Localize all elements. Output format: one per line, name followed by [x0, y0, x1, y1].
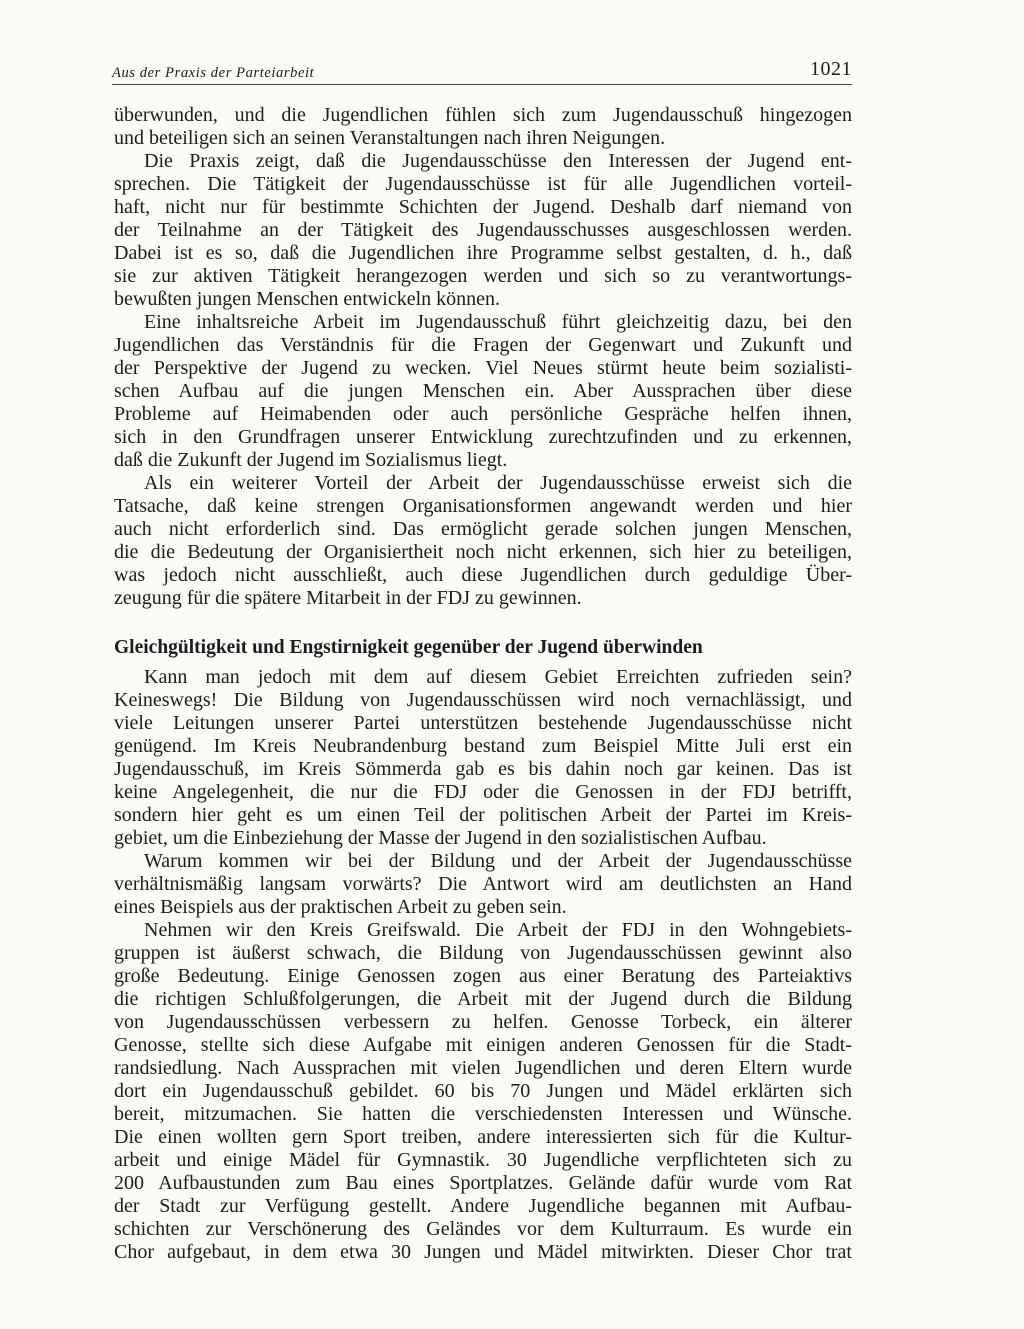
paragraph [114, 666, 852, 850]
header-rule [112, 84, 852, 85]
text-line: große Bedeutung. Einige Genossen zogen aus einer Beratung des Parteiaktivs [114, 965, 852, 987]
running-title: Aus der Praxis der Parteiarbeit [112, 65, 315, 81]
text-line: genügend. Im Kreis Neubrandenburg bestand zum Beispiel Mitte Juli erst ein [114, 735, 852, 757]
paragraph [114, 919, 852, 1264]
text-line: viele Leitungen unserer Partei unterstützen bestehende Jugendausschüsse nicht [114, 712, 852, 734]
text-line: Kann man jedoch mit dem auf diesem Gebiet Erreichten zufrieden sein? [144, 666, 852, 688]
text-line: daß die Zukunft der Jugend im Sozialismus liegt. [114, 449, 508, 471]
text-line: Dabei ist es so, daß die Jugendlichen ihre Programme selbst gestalten, d. h., daß [114, 242, 852, 264]
text-line: schen Aufbau auf die jungen Menschen ein. Aber Aussprachen über diese [114, 380, 852, 402]
text-line: überwunden, und die Jugendlichen fühlen sich zum Jugendausschuß hingezogen [114, 104, 852, 126]
text-line: und beteiligen sich an seinen Veranstaltungen nach ihren Neigungen. [114, 127, 666, 149]
text-line: Warum kommen wir bei der Bildung und der Arbeit der Jugendausschüsse [144, 850, 852, 872]
text-line: Als ein weiterer Vorteil der Arbeit der Jugendausschüsse erweist sich die [144, 472, 852, 494]
text-line: dort ein Jugendausschuß gebildet. 60 bis 70 Jungen und Mädel erklärten sich [114, 1080, 852, 1102]
text-line: Keineswegs! Die Bildung von Jugendausschüssen wird noch vernachlässigt, und [114, 689, 852, 711]
text-line: die die Bedeutung der Organisiertheit noch nicht erkennen, sich hier zu beteiligen, [114, 541, 852, 563]
text-line: Jugendausschuß, im Kreis Sömmerda gab es bis dahin noch gar keinen. Das ist [114, 758, 852, 780]
section-heading: Gleichgültigkeit und Engstirnigkeit gegenüber der Jugend überwinden [114, 637, 703, 658]
running-header [112, 60, 852, 84]
paragraph [114, 150, 852, 311]
text-line: die richtigen Schlußfolgerungen, die Arbeit mit der Jugend durch die Bildung [114, 988, 852, 1010]
text-line: sondern hier geht es um einen Teil der politischen Arbeit der Partei im Kreis- [114, 804, 852, 826]
text-line: der Perspektive der Jugend zu wecken. Viel Neues stürmt heute beim sozialisti- [114, 357, 852, 379]
text-line: bewußten jungen Menschen entwickeln können. [114, 288, 501, 310]
text-line: gruppen ist äußerst schwach, die Bildung von Jugendausschüssen gewinnt also [114, 942, 852, 964]
text-line: eines Beispiels aus der praktischen Arbeit zu geben sein. [114, 896, 567, 918]
text-line: sich in den Grundfragen unserer Entwicklung zurechtzufinden und zu erkennen, [114, 426, 852, 448]
paragraph [114, 311, 852, 472]
text-line: Probleme auf Heimabenden oder auch persönliche Gespräche helfen ihnen, [114, 403, 852, 425]
text-line: zeugung für die spätere Mitarbeit in der FDJ zu gewinnen. [114, 587, 582, 609]
text-line: von Jugendausschüssen verbessern zu helfen. Genosse Torbeck, ein älterer [114, 1011, 852, 1033]
paragraph [114, 850, 852, 919]
page-number: 1021 [810, 58, 852, 80]
text-line: Nehmen wir den Kreis Greifswald. Die Arbeit der FDJ in den Wohngebiets- [144, 919, 852, 941]
text-line: 200 Aufbaustunden zum Bau eines Sportplatzes. Gelände dafür wurde vom Rat [114, 1172, 852, 1194]
text-line: gebiet, um die Einbeziehung der Masse der Jugend in den sozialistischen Aufbau. [114, 827, 767, 849]
text-line: der Teilnahme an der Tätigkeit des Jugendausschusses ausgeschlossen werden. [114, 219, 852, 241]
text-line: Jugendlichen das Verständnis für die Fragen der Gegenwart und Zukunft und [114, 334, 852, 356]
text-line: was jedoch nicht ausschließt, auch diese Jugendlichen durch geduldige Über- [114, 564, 852, 586]
text-line: Eine inhaltsreiche Arbeit im Jugendausschuß führt gleichzeitig dazu, bei den [144, 311, 852, 333]
text-line: der Stadt zur Verfügung gestellt. Andere Jugendliche begannen mit Aufbau- [114, 1195, 852, 1217]
text-line: bereit, mitzumachen. Sie hatten die verschiedensten Interessen und Wünsche. [114, 1103, 852, 1125]
paragraph [114, 104, 852, 150]
text-line: sie zur aktiven Tätigkeit herangezogen werden und sich so zu verantwortungs- [114, 265, 852, 287]
text-line: Genosse, stellte sich diese Aufgabe mit einigen anderen Genossen für die Stadt- [114, 1034, 852, 1056]
paragraph [114, 472, 852, 610]
text-line: arbeit und einige Mädel für Gymnastik. 30 Jugendliche verpflichteten sich zu [114, 1149, 852, 1171]
text-line: keine Angelegenheit, die nur die FDJ oder die Genossen in der FDJ betrifft, [114, 781, 852, 803]
text-line: auch nicht erforderlich sind. Das ermöglicht gerade solchen jungen Menschen, [114, 518, 852, 540]
text-line: Chor aufgebaut, in dem etwa 30 Jungen und Mädel mitwirkten. Dieser Chor trat [114, 1241, 852, 1263]
text-line: haft, nicht nur für bestimmte Schichten der Jugend. Deshalb darf niemand von [114, 196, 852, 218]
text-line: randsiedlung. Nach Aussprachen mit vielen Jugendlichen und deren Eltern wurde [114, 1057, 852, 1079]
text-line: Die Praxis zeigt, daß die Jugendausschüsse den Interessen der Jugend ent- [144, 150, 852, 172]
body-text [114, 104, 852, 1264]
text-line: Die einen wollten gern Sport treiben, andere interessierten sich für die Kultur- [114, 1126, 852, 1148]
text-line: Tatsache, daß keine strengen Organisationsformen angewandt werden und hier [114, 495, 852, 517]
text-line: verhältnismäßig langsam vorwärts? Die Antwort wird am deutlichsten an Hand [114, 873, 852, 895]
text-line: schichten zur Verschönerung des Geländes vor dem Kulturraum. Es wurde ein [114, 1218, 852, 1240]
text-line: sprechen. Die Tätigkeit der Jugendausschüsse ist für alle Jugendlichen vorteil- [114, 173, 852, 195]
